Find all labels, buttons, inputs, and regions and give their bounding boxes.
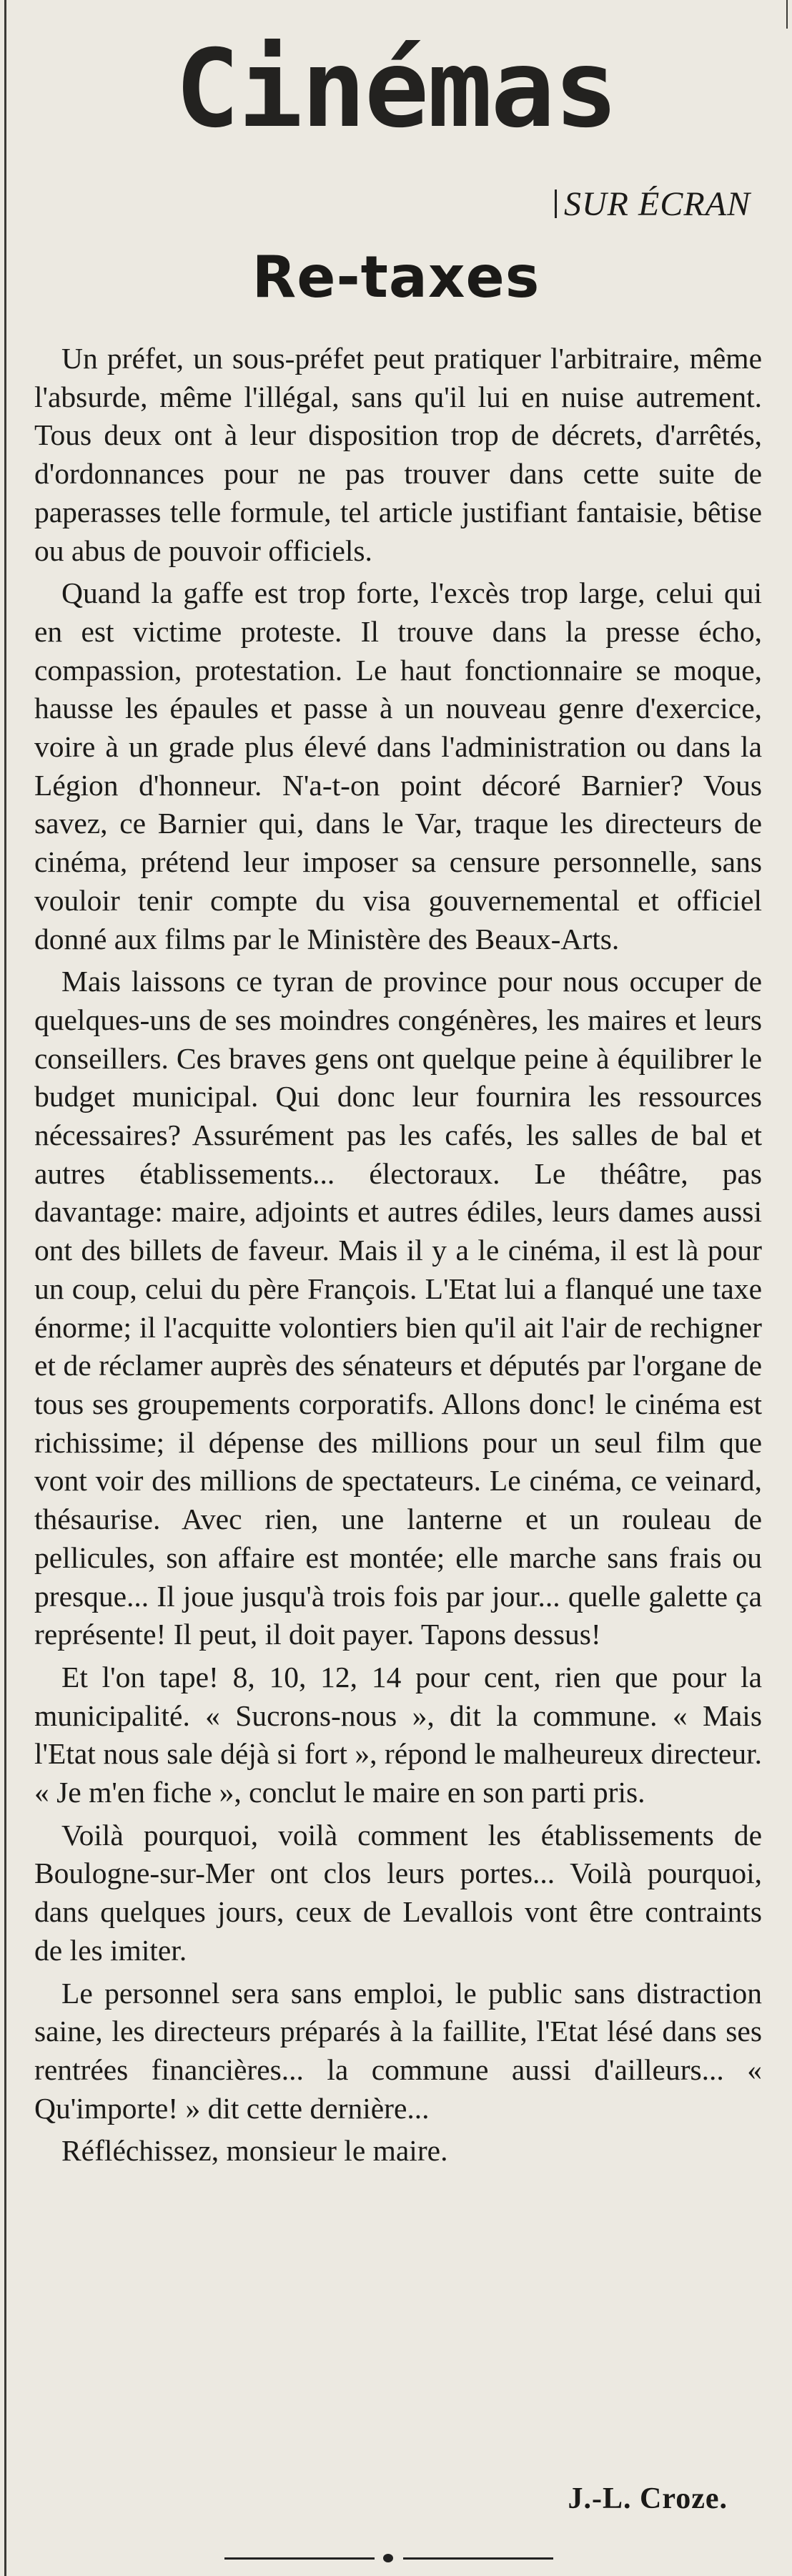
article-paragraph: Mais laissons ce tyran de province pour nous occuper de quelques-uns de ses moindres congénères, les maires et leurs conseillers. Ces braves gens ont quelque peine à équilibrer le budget municipal. Qui donc leur fournira les ressources nécessaires? Assurément pas les cafés, les salles de bal et autres établissements... électoraux. Le théâtre, pas davantage: maire, adjoints et autres édiles, leurs dames aussi ont des billets de faveur. Mais il y a le cinéma, il est là pour un coup, celui du père François. L'Etat lui a flanqué une taxe énorme; il l'acquitte volontiers bien qu'il ait l'air de rechigner et de réclamer auprès des sénateurs et députés par l'organe de tous ses groupements corporatifs. Allons donc! le cinéma est richissime; il dépense des millions pour un seul film que vont voir des millions de spectateurs. Le cinéma, ce veinard, thésaurise. Avec rien, une lanterne et un rouleau de pellicules, son affaire est montée; elle marche sans frais ou presque... Il joue jusqu'à trois fois par jour... quelle galette ça représente! Il peut, il doit payer. Tapons dessus! — [34, 965, 762, 1651]
column-right-rule — [786, 0, 788, 29]
author-signature: J.-L. Croze. — [568, 2482, 728, 2515]
article-paragraph: Et l'on tape! 8, 10, 12, 14 pour cent, rien que pour la municipalité. « Sucrons-nous », dit la commune. « Mais l'Etat nous sale déjà si fort », répond le malheureux directeur. « Je m'en fiche », conclut le maire en son parti pris. — [34, 1660, 762, 1809]
ornament-line-left — [224, 2557, 375, 2560]
article-paragraph: Le personnel sera sans emploi, le public sans distraction saine, les directeurs préparés à la faillite, l'Etat lésé dans ses rentrées financières... la commune aussi d'ailleurs... « Qu'importe! » dit cette dernière... — [34, 1976, 762, 2125]
article-paragraph: Quand la gaffe est trop forte, l'excès trop large, celui qui en est victime proteste. Il trouve dans la presse écho, compassion, protestation. Le haut fonctionnaire se moque, hausse les épaules et passe à un nouveau genre d'exercice, voire à un grade plus élevé dans l'administration ou dans la Légion d'honneur. N'a-t-on point décoré Barnier? Vous savez, ce Barnier qui, dans le Var, traque les directeurs de cinéma, prétend leur imposer sa censure personnelle, sans vouloir tenir compte du visa gouvernemental et officiel donné aux films par le Ministère des Beaux-Arts. — [34, 576, 762, 955]
article-paragraph: Réfléchissez, monsieur le maire. — [61, 2134, 448, 2168]
ornament-dot — [383, 2554, 393, 2562]
column-left-rule — [4, 0, 6, 2576]
article-headline: Re-taxes — [252, 244, 540, 310]
rubric-text: SUR ÉCRAN — [564, 185, 751, 223]
ornament-line-right — [403, 2557, 553, 2560]
rubric-bar — [555, 190, 557, 218]
end-ornament — [224, 2553, 553, 2563]
rubric-label — [555, 185, 751, 224]
section-title: Cinémas — [174, 27, 618, 152]
article-paragraph: Voilà pourquoi, voilà comment les établissements de Boulogne-sur-Mer ont clos leurs portes... Voilà pourquoi, dans quelques jours, ceux de Levallois vont être contraints de les imiter. — [34, 1818, 762, 1967]
article-paragraph: Un préfet, un sous-préfet peut pratiquer l'arbitraire, même l'absurde, même l'illégal, sans qu'il lui en nuise autrement. Tous deux ont à leur disposition trop de décrets, d'arrêtés, d'ordonnances pour ne pas trouver dans cette suite de paperasses telle formule, tel article justifiant fantaisie, bêtise ou abus de pouvoir officiels. — [34, 342, 762, 567]
article-body — [34, 340, 762, 2171]
